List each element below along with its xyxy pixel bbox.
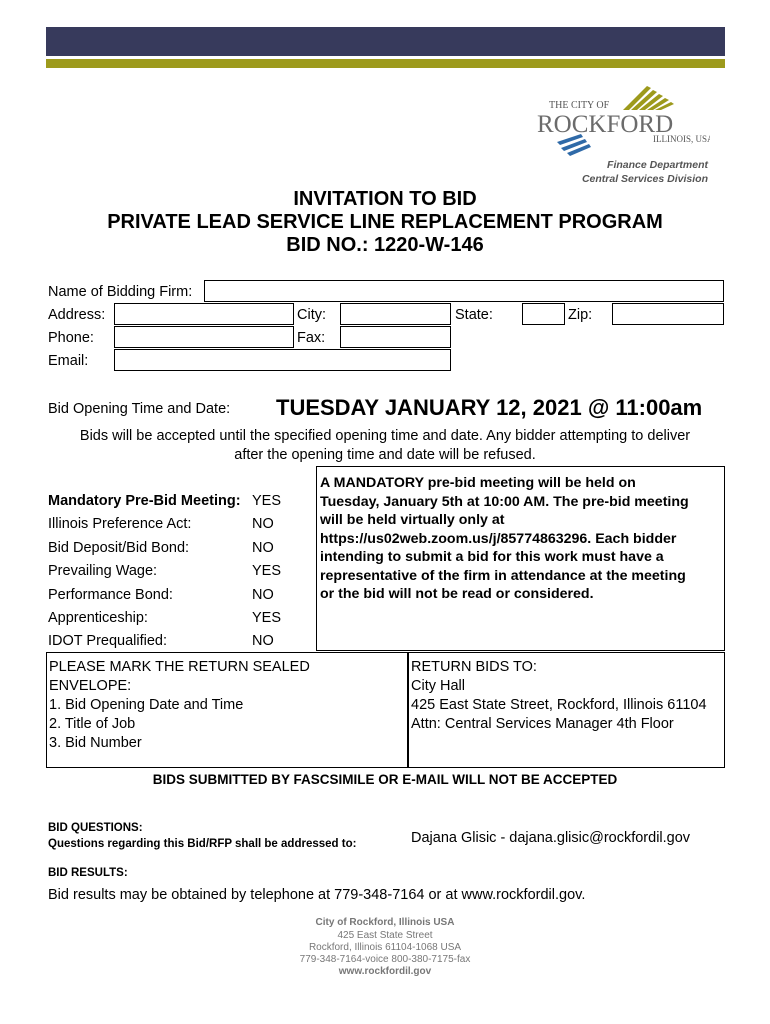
meeting-note-line: A MANDATORY pre-bid meeting will be held on — [320, 475, 636, 491]
req-value-6: NO — [252, 633, 274, 649]
req-value-3: YES — [252, 563, 282, 579]
footer-line1: City of Rockford, Illinois USA — [315, 917, 455, 928]
meeting-note-line: Tuesday, January 5th at 10:00 AM. The pre-bid meeting — [320, 493, 689, 510]
firm-input[interactable] — [204, 280, 724, 302]
envelope-line: 2. Title of Job — [49, 716, 136, 732]
bid-opening-date: TUESDAY JANUARY 12, 2021 @ 11:00am — [276, 395, 703, 420]
zip-label: Zip: — [568, 307, 593, 323]
questions-heading: BID QUESTIONS: — [48, 822, 143, 834]
firm-label: Name of Bidding Firm: — [48, 284, 193, 300]
envelope-line: 1. Bid Opening Date and Time — [49, 697, 244, 713]
questions-text: Questions regarding this Bid/RFP shall be addressed to: — [48, 838, 357, 850]
req-value-4: NO — [252, 587, 274, 603]
meeting-note — [320, 474, 725, 604]
req-value-1: NO — [252, 516, 274, 532]
req-label-0: Mandatory Pre-Bid Meeting: — [48, 493, 241, 509]
bid-opening-label: Bid Opening Time and Date: — [48, 401, 231, 417]
rockford-logo-icon — [535, 82, 710, 157]
logo-line3: ILLINOIS, USA — [653, 134, 710, 144]
meeting-note-line: representative of the firm in attendance at the meeting — [320, 567, 686, 584]
title-line1: INVITATION TO BID — [293, 188, 477, 210]
header-bar-olive — [46, 59, 725, 68]
footer-line4: 779-348-7164-voice 800-380-7175-fax — [299, 954, 471, 965]
envelope-instructions — [49, 658, 310, 753]
req-label-6: IDOT Prequalified: — [48, 633, 168, 649]
address-label: Address: — [48, 307, 106, 323]
phone-input[interactable] — [114, 326, 294, 348]
email-label: Email: — [48, 353, 89, 369]
fax-input[interactable] — [340, 326, 451, 348]
envelope-line: PLEASE MARK THE RETURN SEALED — [49, 659, 310, 675]
state-label: State: — [455, 307, 493, 323]
meeting-note-line: or the bid will not be read or considered. — [320, 586, 594, 602]
results-text: Bid results may be obtained by telephone at 779-348-7164 or at www.rockfordil.gov. — [48, 887, 586, 903]
return-address — [411, 658, 707, 734]
footer-line5: www.rockfordil.gov — [338, 966, 432, 977]
meeting-note-line: intending to submit a bid for this work must have a — [320, 549, 664, 565]
req-label-2: Bid Deposit/Bid Bond: — [48, 540, 190, 556]
header-bar-navy — [46, 27, 725, 56]
rockford-logo — [535, 82, 710, 157]
req-label-5: Apprenticeship: — [48, 610, 148, 626]
email-input[interactable] — [114, 349, 451, 371]
req-label-4: Performance Bond: — [48, 587, 173, 603]
envelope-line: 3. Bid Number — [49, 735, 142, 751]
title-line3: BID NO.: 1220-W-146 — [286, 234, 484, 256]
envelope-line: ENVELOPE: — [49, 678, 132, 694]
title-line2: PRIVATE LEAD SERVICE LINE REPLACEMENT PROGRAM — [107, 211, 663, 233]
bid-note-line2: after the opening time and date will be refused. — [234, 447, 536, 463]
zip-input[interactable] — [612, 303, 724, 325]
results-heading: BID RESULTS: — [48, 867, 128, 879]
req-value-2: NO — [252, 540, 274, 556]
fax-label: Fax: — [297, 330, 326, 346]
dept-line1: Finance Department — [607, 159, 708, 171]
return-line: Attn: Central Services Manager 4th Floor — [411, 716, 674, 732]
footer-line3: Rockford, Illinois 61104-1068 USA — [308, 942, 462, 953]
return-line: RETURN BIDS TO: — [411, 659, 537, 675]
city-input[interactable] — [340, 303, 451, 325]
req-label-3: Prevailing Wage: — [48, 563, 158, 579]
req-value-0: YES — [252, 493, 282, 509]
phone-label: Phone: — [48, 330, 94, 346]
meeting-note-line: https://us02web.zoom.us/j/85774863296. Each bidder — [320, 530, 677, 547]
questions-contact: Dajana Glisic - dajana.glisic@rockfordil.gov — [411, 830, 691, 846]
footer-line2: 425 East State Street — [337, 930, 433, 941]
logo-line1: THE CITY OF — [549, 100, 610, 111]
dept-line2: Central Services Division — [581, 173, 708, 185]
return-line: City Hall — [411, 678, 465, 694]
req-value-5: YES — [252, 610, 282, 626]
city-label: City: — [297, 307, 326, 323]
state-input[interactable] — [522, 303, 565, 325]
req-label-1: Illinois Preference Act: — [48, 516, 192, 532]
meeting-note-line: will be held virtually only at — [320, 512, 505, 528]
return-line: 425 East State Street, Rockford, Illinois 61104 — [411, 697, 707, 713]
fax-email-notice: BIDS SUBMITTED BY FASCSIMILE OR E-MAIL WILL NOT BE ACCEPTED — [152, 772, 618, 787]
bid-note-line1: Bids will be accepted until the specified opening time and date. Any bidder attempting to deliver — [79, 428, 691, 444]
logo-line2: ROCKFORD — [537, 111, 674, 138]
address-input[interactable] — [114, 303, 294, 325]
